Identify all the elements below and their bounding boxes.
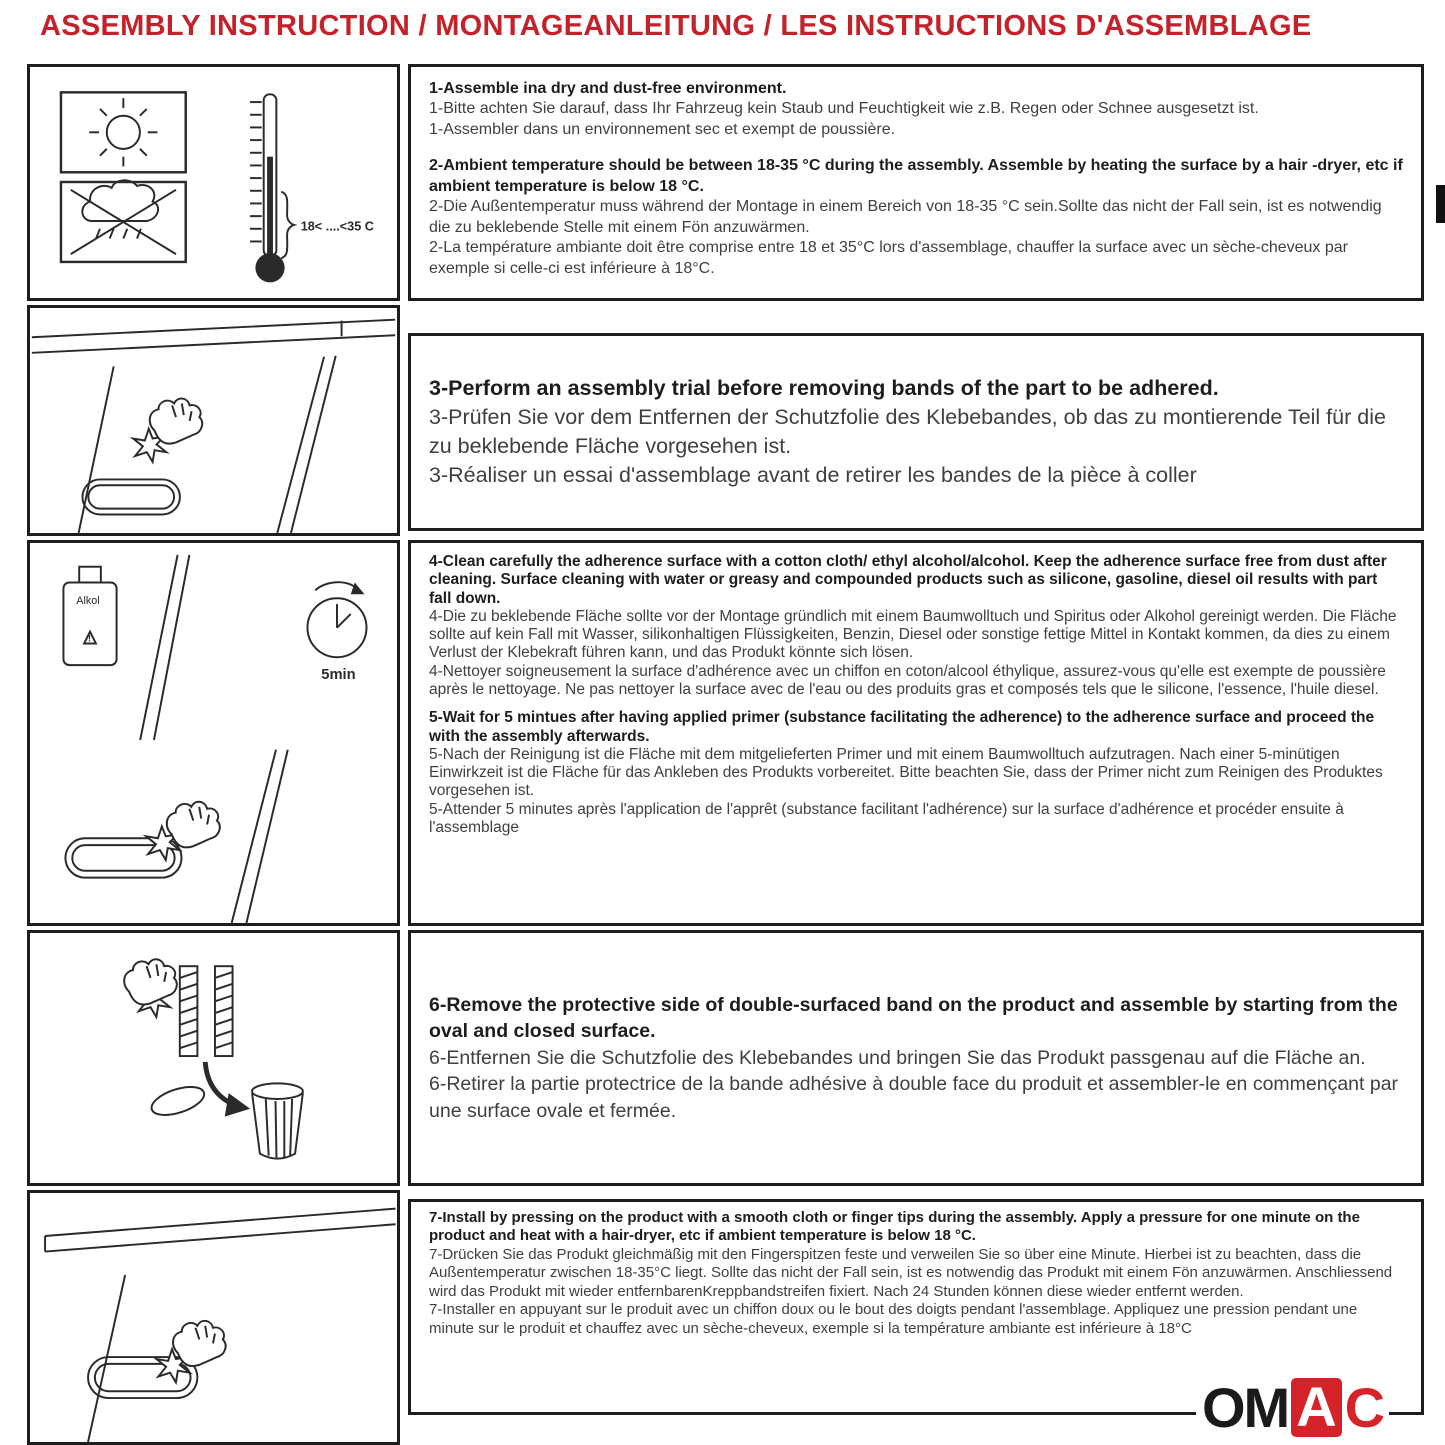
step-6-text [408, 930, 1424, 1186]
step5-de: 5-Nach der Reinigung ist die Fläche mit dem mitgelieferten Primer und mit einem Baumwolltuch aufzutragen. Nach einer 5-minütigen Einwirkzeit ist die Fläche für das Ankleben des Produkts vorbereitet. Bitte beachten Sie, dass der Primer nicht zum Reinigen des Produktes vorgesehen ist. [429, 745, 1383, 800]
clock-duration-label: 5min [321, 666, 356, 683]
car-door-sketch [140, 555, 288, 923]
warning-mark: ! [88, 633, 92, 644]
logo-letter-a-badge: A [1291, 1378, 1341, 1437]
step-4-5-illustration [27, 540, 400, 926]
step-6-illustration [27, 930, 400, 1186]
tape-strips-icon [180, 966, 233, 1056]
logo-letter-c: C [1344, 1375, 1384, 1439]
press-install-figure [30, 1193, 397, 1442]
logo-letters-om: OM [1202, 1375, 1289, 1439]
step1-en: 1-Assemble ina dry and dust-free environment. [429, 80, 787, 97]
brace-icon [281, 192, 294, 258]
hand-icon [167, 802, 220, 848]
thermometer-icon [250, 94, 374, 282]
oval-part-icon [148, 1081, 207, 1120]
step3-de: 3-Prüfen Sie vor dem Entfernen der Schutzfolie des Klebebandes, ob das zu montierende Teil für die zu beklebende Fläche vorgesehen ist. [429, 404, 1386, 458]
step2-en: 2-Ambient temperature should be between 18-35 °C during the assembly. Assemble by heating the surface by a hair -dryer, etc if ambient temperature is below 18 °C. [429, 157, 1403, 195]
step5-fr: 5-Attender 5 minutes après l'application de l'apprêt (substance facilitant l'adhérence) sur la surface d'adhérence et procéder ensuite à l'assemblage [429, 800, 1344, 836]
trial-fit-figure [30, 308, 397, 533]
car-door-sketch [45, 1209, 396, 1442]
hand-icon [150, 398, 202, 443]
step-3-text [408, 333, 1424, 531]
car-door-sketch [32, 320, 395, 533]
hand-icon [173, 1321, 226, 1366]
step7-de: 7-Drücken Sie das Produkt gleichmäßig mit den Fingerspitzen feste und verweilen Sie so über eine Minute. Hierbei ist zu beachten, dass die Außentemperatur zwischen 18-35°C liegt. Sollte das nicht der Fall sein, ist es notwendig das Produkt mit einem Fön anzuwärmen. Anschliessend wird das Produkt mit wieder entfernbarenKreppbandstreifen fixiert. Nach 24 Stunden können diese wieder entfernt werden. [429, 1245, 1393, 1300]
step-1-2-illustration [27, 64, 400, 301]
page-title: ASSEMBLY INSTRUCTION / MONTAGEANLEITUNG / LES INSTRUCTIONS D'ASSEMBLAGE [40, 10, 1312, 42]
trash-bin-icon [252, 1083, 303, 1158]
step6-de: 6-Entfernen Sie die Schutzfolie des Klebebandes und bringen Sie das Produkt passgenau auf die Fläche an. [429, 1046, 1366, 1069]
no-rain-icon [71, 180, 176, 254]
step3-fr: 3-Réaliser un essai d'assemblage avant de retirer les bandes de la pièce à coller [429, 463, 1197, 488]
step4-en: 4-Clean carefully the adherence surface with a cotton cloth/ ethyl alcohol/alcohol. Keep the adherence surface free from dust after cleaning. Surface cleaning with water or greasy and compounded products such as silicone, gasoline, diesel oil results with part fall down. [429, 553, 1387, 607]
step6-en: 6-Remove the protective side of double-surfaced band on the product and assemble by starting from the oval and closed surface. [429, 993, 1398, 1043]
step-3-illustration [27, 305, 400, 536]
alcohol-label: Alkol [76, 595, 100, 608]
temperature-range-label: 18< ....<35 C [300, 219, 374, 234]
environment-temperature-figure [30, 67, 397, 298]
step7-fr: 7-Installer en appuyant sur le produit avec un chiffon doux ou le bout des doigts pendant l'assemblage. Appliquez une pression pendant une minute sur le produit et chauffez avec un sèche-cheveux, exemple si la température ambiante est inférieure à 18°C [429, 1301, 1358, 1337]
clean-prime-figure [30, 543, 397, 923]
remove-band-figure [30, 933, 397, 1183]
clock-icon [307, 582, 366, 683]
page-edge-mark [1436, 185, 1445, 223]
step4-fr: 4-Nettoyer soigneusement la surface d'adhérence avec un chiffon en coton/alcool éthylique, assurez-vous qu'elle est exempte de poussière après le nettoyage. Ne pas nettoyer la surface avec de l'eau ou des produits gras et composés tels que le silicone, l'essence, l'huile diesel. [429, 662, 1386, 698]
step-4-5-text [408, 540, 1424, 926]
step2-fr: 2-La température ambiante doit être comprise entre 18 et 35°C lors d'assemblage, chauffer la surface avec un sèche-cheveux par exemple si celle-ci est inférieure à 18°C. [429, 239, 1348, 277]
step1-fr: 1-Assembler dans un environnement sec et exempt de poussière. [429, 120, 896, 138]
alcohol-bottle-icon [63, 567, 116, 665]
step-1-2-text [408, 64, 1424, 301]
step7-en: 7-Install by pressing on the product with a smooth cloth or finger tips during the assembly. Apply a pressure for one minute on the product and heat with a hair-dryer, etc if ambient temperature is below 18 °C. [429, 1209, 1360, 1245]
step6-fr: 6-Retirer la partie protectrice de la bande adhésive à double face du produit et assembler-le en commençant par une surface ovale et fermée. [429, 1073, 1399, 1122]
sun-icon [89, 98, 157, 166]
step3-en: 3-Perform an assembly trial before removing bands of the part to be adhered. [429, 375, 1219, 400]
step1-de: 1-Bitte achten Sie darauf, dass Ihr Fahrzeug kein Staub und Feuchtigkeit wie z.B. Regen oder Schnee ausgesetzt ist. [429, 100, 1259, 118]
omac-logo [1196, 1376, 1389, 1439]
step4-de: 4-Die zu beklebende Fläche sollte vor der Montage gründlich mit einem Baumwolltuch und Spiritus oder Alkohol gereinigt werden. Die Fläche sollte auf kein Fall mit Wasser, silikonhaltigen Flüssigkeiten, Benzin, Diesel oder sonstige fettige Mittel in Kontakt kommen, da dies zu einem Verlust der Klebekraft führen kann, und das Produkt könnte sich lösen. [429, 607, 1397, 662]
arrow-icon [205, 1062, 250, 1117]
step2-de: 2-Die Außentemperatur muss während der Montage in einem Bereich von 18-35 °C sein.Sollte das nicht der Fall sein, ist es notwendig die zu beklebende Stelle mit einem Fön anzuwärmen. [429, 198, 1382, 236]
oval-trim-icon [82, 479, 179, 514]
hand-icon [124, 959, 177, 1004]
step5-en: 5-Wait for 5 mintues after having applied primer (substance facilitating the adherence) to the adherence surface and proceed the with the assembly afterwards. [429, 709, 1375, 745]
step-7-illustration [27, 1190, 400, 1445]
